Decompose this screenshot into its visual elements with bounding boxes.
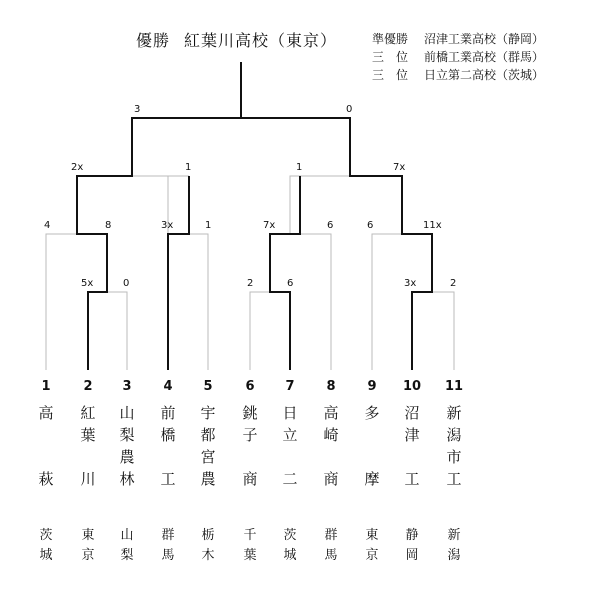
pref-char: 京: [81, 548, 95, 563]
prefecture: [434, 526, 474, 566]
result-rank: 三 位: [372, 50, 409, 64]
pref-char: 山: [120, 528, 134, 543]
score-sf1-right: 1: [185, 162, 192, 173]
school-char: [311, 446, 351, 468]
school-column-5: [188, 402, 228, 563]
champion-school: 紅葉川高校（東京）: [184, 31, 338, 50]
prefecture: [26, 526, 66, 566]
school-char: 銚: [242, 404, 258, 422]
school-column-9: [352, 402, 392, 563]
school-column-1: [26, 402, 66, 563]
school-char: 商: [242, 470, 258, 488]
seed-number: 8: [326, 379, 336, 394]
school-char: 宮: [200, 448, 216, 466]
school-char: 橋: [160, 426, 176, 444]
score-sf2-left: 1: [296, 162, 303, 173]
school-char: [392, 446, 432, 468]
school-char: 工: [404, 470, 420, 488]
school-char: 津: [404, 426, 420, 444]
line-team-8: [290, 234, 331, 370]
seed-number: 1: [41, 379, 51, 394]
score-q4-left: 6: [367, 220, 374, 231]
school-char: 梨: [119, 426, 135, 444]
score-q3-left: 7x: [263, 220, 276, 231]
score-sf2-right: 7x: [393, 162, 406, 173]
school-char: 市: [446, 448, 462, 466]
prefecture: [311, 526, 351, 566]
line-team-9: [372, 234, 402, 370]
school-char: 子: [242, 426, 258, 444]
seed-number: 2: [83, 379, 93, 394]
school-char: 林: [119, 470, 135, 488]
school-char: 農: [200, 470, 216, 488]
result-rank: 三 位: [372, 68, 409, 82]
pref-char: 群: [324, 528, 338, 543]
school-char: 萩: [38, 470, 54, 488]
seed-number: 7: [285, 379, 295, 394]
score-q2-right: 1: [205, 220, 212, 231]
school-char: 川: [80, 470, 96, 488]
score-q2-left: 3x: [161, 220, 174, 231]
seed-number: 10: [402, 379, 422, 394]
score-sf1-left: 2x: [71, 162, 84, 173]
school-char: 崎: [323, 426, 339, 444]
prefecture: [352, 526, 392, 566]
prefecture: [107, 526, 147, 566]
score-q3-right: 6: [327, 220, 334, 231]
school-char: 摩: [364, 470, 380, 488]
pref-char: 岡: [405, 548, 419, 563]
line-team-11: [432, 292, 454, 370]
school-char: 都: [200, 426, 216, 444]
prefecture: [68, 526, 108, 566]
pref-char: 千: [243, 528, 257, 543]
prefecture: [148, 526, 188, 566]
school-column-10: [392, 402, 432, 563]
path-team-7: [270, 176, 300, 370]
school-char: [68, 446, 108, 468]
pref-char: 城: [39, 548, 53, 563]
school-column-7: [270, 402, 310, 563]
pref-char: 群: [161, 528, 175, 543]
pref-char: 梨: [120, 548, 134, 563]
result-rank: 準優勝: [372, 32, 409, 46]
school-column-6: [230, 402, 270, 563]
line-team-5: [168, 234, 208, 370]
seed-number: 6: [245, 379, 255, 394]
champion-label: 優勝: [136, 31, 171, 50]
school-char: 新: [446, 404, 462, 422]
pref-char: 東: [365, 528, 379, 543]
school-char: 二: [282, 470, 298, 488]
pref-char: 京: [365, 548, 379, 563]
pref-char: 茨: [39, 528, 53, 543]
winner-lines: [77, 62, 432, 370]
result-entry: 前橋工業高校（群馬）: [424, 50, 545, 64]
path-team-2: [77, 62, 241, 370]
school-char: [230, 446, 270, 468]
prefecture: [230, 526, 270, 566]
score-q4-right: 11x: [423, 220, 442, 231]
seed-number: 9: [367, 379, 377, 394]
pref-char: 静: [405, 528, 419, 543]
school-char: 日: [282, 404, 298, 422]
school-char: 葉: [80, 426, 96, 444]
school-char: [352, 424, 392, 446]
score-final-left: 3: [134, 104, 141, 115]
school-char: 山: [119, 404, 135, 422]
result-entry: 沼津工業高校（静岡）: [424, 32, 545, 46]
school-char: 宇: [200, 404, 216, 422]
score-r1a-right: 0: [123, 278, 130, 289]
score-q1-left: 4: [44, 220, 51, 231]
path-team-4: [168, 176, 189, 370]
score-r1b-right: 6: [287, 278, 294, 289]
school-char: [26, 424, 66, 446]
score-r1c-left: 3x: [404, 278, 417, 289]
pref-char: 葉: [243, 548, 257, 563]
score-final-right: 0: [346, 104, 353, 115]
school-column-2: [68, 402, 108, 563]
school-char: 多: [364, 404, 380, 422]
score-r1c-right: 2: [450, 278, 457, 289]
pref-char: 馬: [324, 548, 338, 563]
prefecture: [270, 526, 310, 566]
prefecture: [188, 526, 228, 566]
school-char: 立: [282, 426, 298, 444]
school-char: [148, 446, 188, 468]
pref-char: 栃: [201, 528, 215, 543]
school-column-4: [148, 402, 188, 563]
school-char: [270, 446, 310, 468]
score-r1b-left: 2: [247, 278, 254, 289]
seed-number: 4: [163, 379, 173, 394]
seed-number: 11: [444, 379, 464, 394]
pref-char: 新: [447, 528, 461, 543]
school-char: 沼: [404, 404, 420, 422]
school-char: 工: [160, 470, 176, 488]
line-team-3: [107, 292, 127, 370]
line-team-6: [250, 292, 270, 370]
pref-char: 木: [201, 548, 215, 563]
score-q1-right: 8: [105, 220, 112, 231]
seed-number: 5: [203, 379, 213, 394]
school-column-11: [434, 402, 474, 563]
pref-char: 茨: [283, 528, 297, 543]
pref-char: 潟: [447, 548, 461, 563]
school-column-3: [107, 402, 147, 563]
seed-numbers: [41, 379, 463, 394]
seed-number: 3: [122, 379, 132, 394]
line-team-1: [46, 234, 77, 370]
school-char: 高: [38, 404, 54, 422]
school-char: 高: [323, 404, 339, 422]
school-char: 紅: [80, 404, 96, 422]
school-char: [26, 446, 66, 468]
school-char: [352, 446, 392, 468]
pref-char: 城: [283, 548, 297, 563]
school-column-8: [311, 402, 351, 563]
result-entry: 日立第二高校（茨城）: [424, 68, 545, 82]
pref-char: 馬: [161, 548, 175, 563]
pref-char: 東: [81, 528, 95, 543]
school-char: 前: [160, 404, 176, 422]
score-r1a-left: 5x: [81, 278, 94, 289]
school-char: 潟: [446, 426, 462, 444]
school-char: 工: [446, 470, 462, 488]
school-char: 農: [119, 448, 135, 466]
prefecture: [392, 526, 432, 566]
school-char: 商: [323, 470, 339, 488]
